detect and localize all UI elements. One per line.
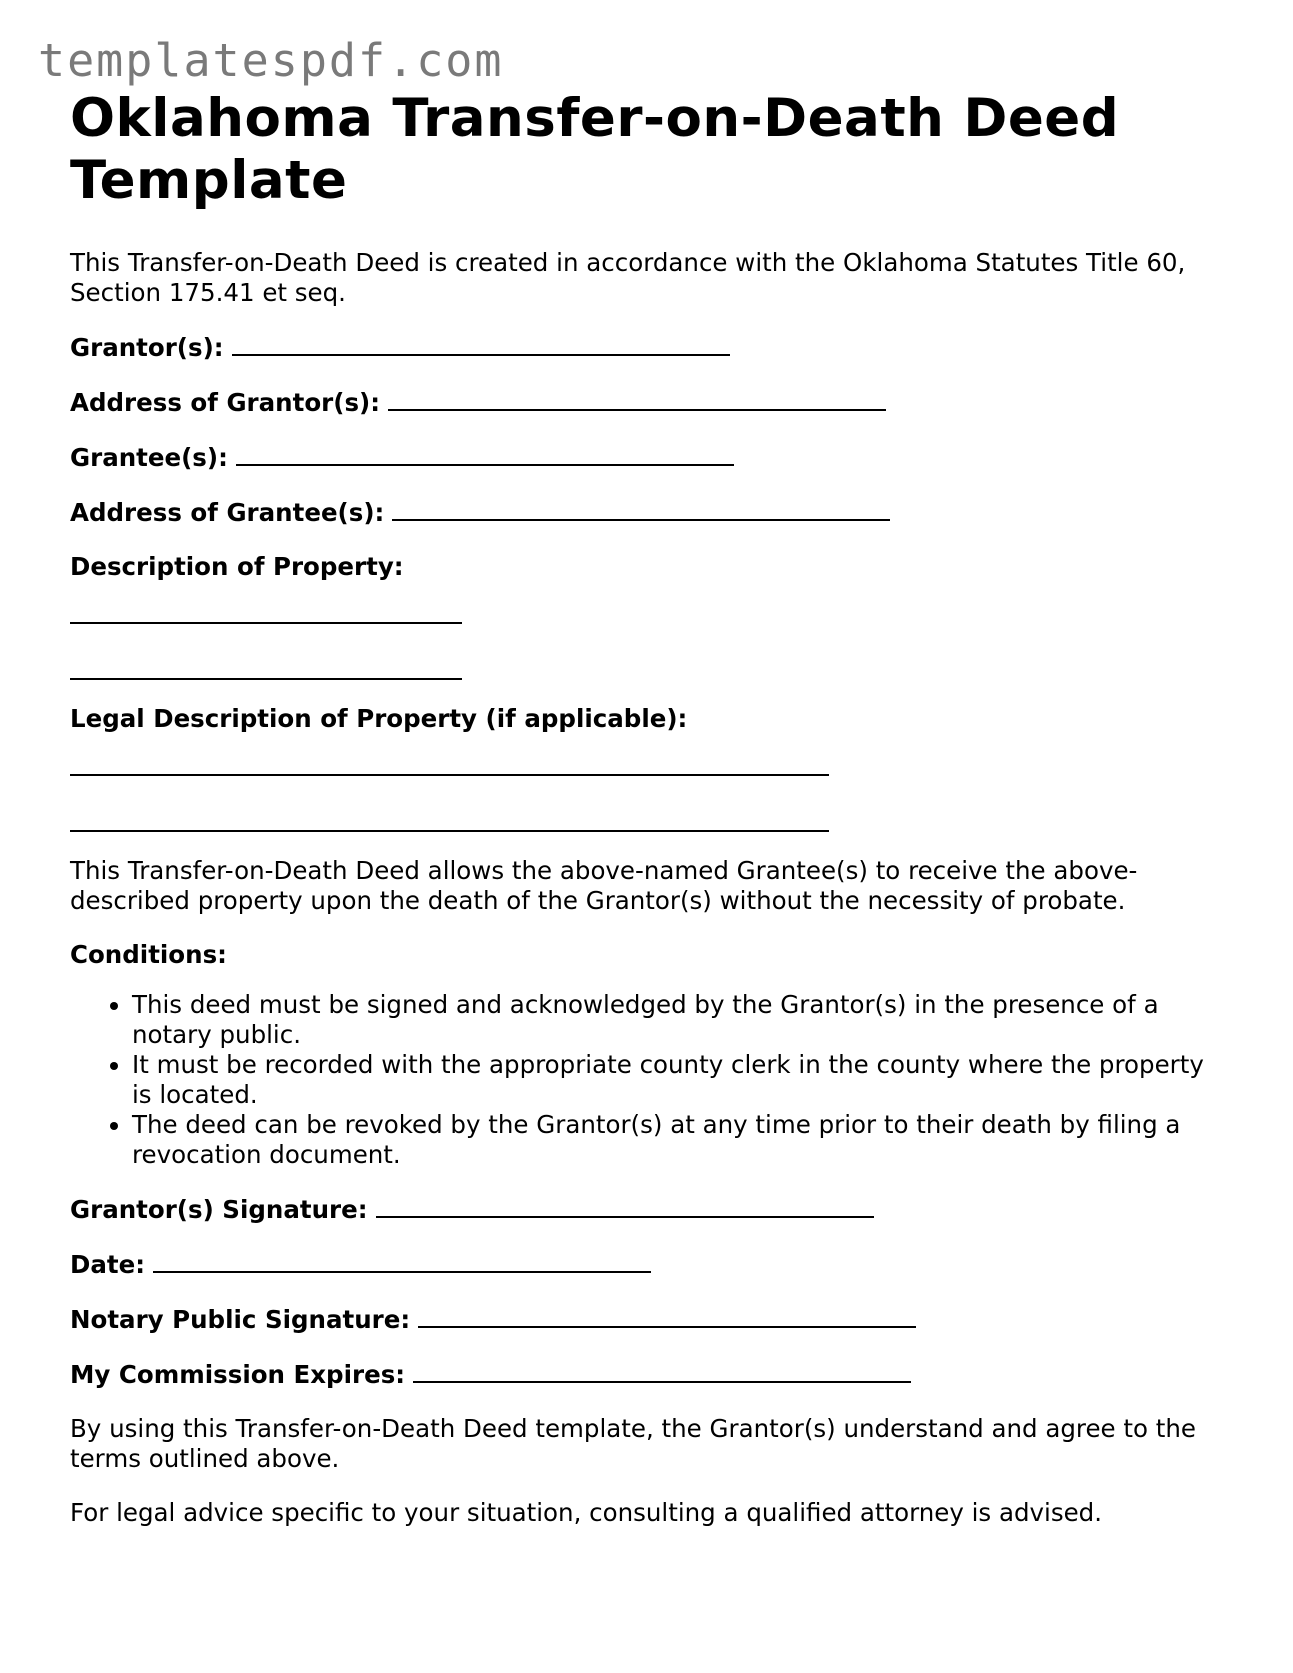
description-field — [70, 552, 1220, 582]
commission-expires-blank[interactable] — [413, 1359, 911, 1383]
commission-expires-label: My Commission Expires: — [70, 1360, 406, 1389]
date-blank[interactable] — [153, 1249, 651, 1273]
conditions-heading — [70, 940, 1220, 970]
document-body — [70, 88, 1220, 1528]
watermark: templatespdf.com — [38, 34, 504, 87]
grantees-blank[interactable] — [236, 442, 734, 466]
legal-description-lines — [70, 772, 1220, 832]
notary-signature-blank[interactable] — [418, 1304, 916, 1328]
legal-description-blank-1[interactable] — [70, 772, 829, 776]
grantees-field — [70, 442, 1220, 473]
conditions-label: Conditions: — [70, 940, 227, 969]
condition-item: • The deed can be revoked by the Grantor(s) at any time prior to their death by filing a revocation document. — [132, 1110, 1220, 1170]
grantor-signature-label: Grantor(s) Signature: — [70, 1195, 368, 1224]
conditions-list — [70, 990, 1220, 1170]
grantor-signature-field — [70, 1194, 1220, 1225]
notary-signature-label: Notary Public Signature: — [70, 1305, 411, 1334]
agreement-paragraph: By using this Transfer-on-Death Deed template, the Grantor(s) understand and agree to the terms outlined above. — [70, 1414, 1196, 1473]
legal-description-label: Legal Description of Property (if applicable): — [70, 704, 688, 733]
grantor-address-field — [70, 387, 1220, 418]
date-field — [70, 1249, 1220, 1280]
grantor-address-label: Address of Grantor(s): — [70, 388, 381, 417]
grantee-address-label: Address of Grantee(s): — [70, 498, 385, 527]
condition-item: • It must be recorded with the appropriate county clerk in the county where the property is located. — [132, 1050, 1220, 1110]
transfer-paragraph: This Transfer-on-Death Deed allows the above-named Grantee(s) to receive the above-described property upon the death of the Grantor(s) without the necessity of probate. — [70, 856, 1138, 915]
condition-item: • This deed must be signed and acknowledged by the Grantor(s) in the presence of a notary public. — [132, 990, 1220, 1050]
advice-paragraph: For legal advice specific to your situation, consulting a qualified attorney is advised. — [70, 1498, 1103, 1527]
document-title: Oklahoma Transfer-on-Death Deed Template — [70, 88, 1120, 211]
grantors-label: Grantor(s): — [70, 333, 224, 362]
grantee-address-field — [70, 497, 1220, 528]
grantors-blank[interactable] — [232, 332, 730, 356]
grantor-address-blank[interactable] — [388, 387, 886, 411]
grantors-field — [70, 332, 1220, 363]
legal-description-blank-2[interactable] — [70, 828, 829, 832]
description-blank-1[interactable] — [70, 620, 462, 624]
description-lines — [70, 620, 1220, 680]
description-blank-2[interactable] — [70, 676, 462, 680]
grantee-address-blank[interactable] — [392, 497, 890, 521]
grantees-label: Grantee(s): — [70, 443, 228, 472]
notary-signature-field — [70, 1304, 1220, 1335]
legal-description-field — [70, 704, 1220, 734]
date-label: Date: — [70, 1250, 145, 1279]
commission-expires-field — [70, 1359, 1220, 1390]
intro-paragraph: This Transfer-on-Death Deed is created in accordance with the Oklahoma Statutes Title 60, Section 175.41 et seq. — [70, 248, 1186, 307]
grantor-signature-blank[interactable] — [376, 1194, 874, 1218]
description-label: Description of Property: — [70, 552, 404, 581]
